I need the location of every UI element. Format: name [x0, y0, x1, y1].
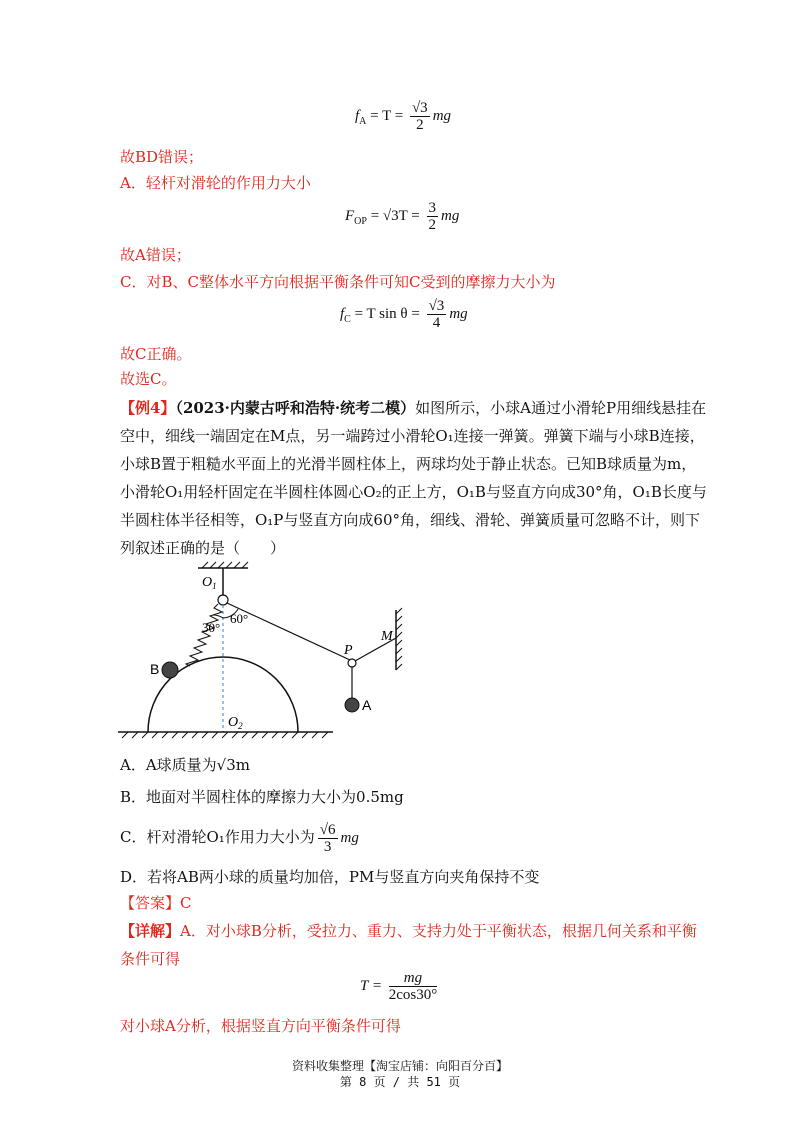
- example-tag: 【例4】: [120, 399, 176, 417]
- angle-arc-30: [213, 615, 223, 618]
- option-c-explain: C．对B、C整体水平方向根据平衡条件可知C受到的摩擦力大小为: [120, 273, 556, 291]
- formula-t: T = $\frac{mg}{2\cos 30^\circ}$: [360, 970, 438, 1003]
- last-line: 对小球A分析，根据竖直方向平衡条件可得: [120, 1017, 401, 1035]
- label-30: 30°: [202, 620, 221, 635]
- example-line: 小滑轮O₁用轻杆固定在半圆柱体圆心O₂的正上方，O₁B与竖直方向成30°角，O₁B长度与: [120, 483, 707, 501]
- formula-fa: $f_A = T$ = $\frac{√3}{2}$ mg: [355, 100, 452, 133]
- c-right-line: 故C正确。: [120, 345, 192, 363]
- example-source: （2023·内蒙古呼和浩特·统考二模）: [175, 399, 416, 417]
- label-o2: $O_2$: [228, 715, 243, 731]
- option-d: D．若将AB两小球的质量均加倍，PM与竖直方向夹角保持不变: [120, 868, 540, 886]
- detail-line: 条件可得: [120, 950, 181, 968]
- option-c: C．杆对滑轮O₁作用力大小为 $\frac{√6}{3}$ mg: [120, 822, 359, 855]
- label-b: B: [150, 661, 160, 677]
- pulley-o1: [218, 595, 228, 605]
- detail-line: A．对小球B分析，受拉力、重力、支持力处于平衡状态，根据几何关系和平衡: [180, 922, 697, 940]
- example-line: 如图所示，小球A通过小滑轮P用细线悬挂在: [415, 399, 707, 417]
- footer-page-number: 第 8 页 / 共 51 页: [339, 1075, 461, 1089]
- a-wrong-line: 故A错误；: [120, 246, 191, 264]
- option-b: B．地面对半圆柱体的摩擦力大小为0.5mg: [120, 788, 404, 806]
- option-a-explain: A．轻杆对滑轮的作用力大小: [120, 174, 311, 192]
- option-a: A．A球质量为√3m: [120, 756, 250, 774]
- label-a: A: [362, 697, 372, 713]
- example-line: 列叙述正确的是（ ）: [120, 539, 286, 557]
- choose-line: 故选C。: [120, 370, 177, 388]
- pulley-p: [348, 659, 356, 667]
- example-line: 小球B置于粗糙水平面上的光滑半圆柱体上，两球均处于静止状态。已知B球质量为m，: [120, 455, 697, 473]
- footer-source: 资料收集整理【淘宝店铺：向阳百分百】: [291, 1059, 508, 1073]
- ground-hatch: [122, 732, 328, 738]
- formula-fop: $F_{OP} = √3T$ = $\frac{3}{2}$ mg: [345, 200, 460, 233]
- label-60: 60°: [230, 611, 249, 626]
- bd-wrong-line: 故BD错误；: [120, 148, 204, 166]
- ceiling-hatch: [202, 562, 248, 568]
- wall-hatch: [396, 608, 402, 670]
- example-paragraph: [120, 394, 707, 562]
- formula-fc: $f_C = T$ sin θ = $\frac{√3}{4}$ mg: [340, 298, 468, 331]
- detail-tag: 【详解】: [120, 922, 181, 940]
- ball-b: [162, 662, 178, 678]
- example-line: 空中，细线一端固定在M点，另一端跨过小滑轮O₁连接一弹簧。弹簧下端与小球B连接，: [120, 427, 705, 445]
- detail-paragraph: [120, 917, 697, 973]
- physics-figure: [118, 560, 438, 750]
- label-m: M: [381, 629, 393, 644]
- label-o1: $O_1$: [202, 575, 217, 591]
- example-line: 半圆柱体半径相等，O₁P与竖直方向成60°角，细线、滑轮、弹簧质量可忽略不计，则下: [120, 511, 700, 529]
- ball-a: [345, 698, 359, 712]
- answer: 【答案】C: [120, 894, 192, 912]
- label-p: P: [344, 643, 353, 658]
